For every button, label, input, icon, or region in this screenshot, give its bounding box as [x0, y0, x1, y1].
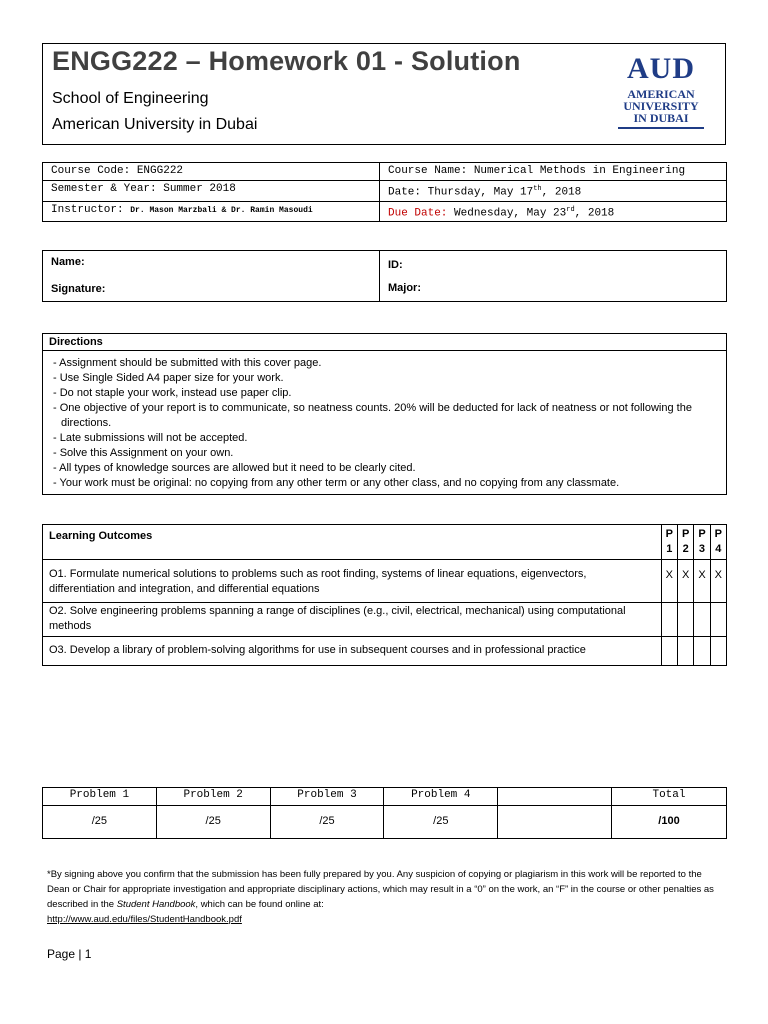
problem-header-2	[677, 525, 693, 560]
course-code: Course Code: ENGG222	[43, 163, 380, 181]
problem-header-n: 4	[715, 543, 722, 555]
outcome-row	[43, 560, 727, 603]
directions-list	[49, 356, 720, 491]
major-label: Major:	[388, 282, 421, 294]
page-title: ENGG222 – Homework 01 - Solution	[52, 46, 521, 76]
header-box	[42, 43, 726, 145]
score-header-total: Total	[612, 788, 727, 806]
date-prefix: Date: Thursday, May 17	[388, 186, 534, 199]
signature-label: Signature:	[51, 283, 106, 295]
outcome-mark: X	[694, 560, 710, 603]
direction-item: - One objective of your report is to communicate, so neatness counts. 20% will be deducted for lack of neatness or not following the directions.	[53, 402, 692, 429]
outcome-mark	[677, 637, 693, 666]
problem-header-1	[661, 525, 677, 560]
outcomes-heading: Learning Outcomes	[43, 525, 662, 560]
score-header: Problem 3	[270, 788, 384, 806]
problem-header-n: 2	[682, 543, 689, 555]
directions-heading: Directions	[43, 334, 727, 351]
outcome-mark	[661, 637, 677, 666]
problem-header-p: P	[698, 528, 706, 540]
instructor-label: Instructor:	[51, 203, 124, 216]
logo-mark: AUD	[627, 52, 695, 85]
logo-line-2: UNIVERSITY	[623, 99, 699, 113]
logo-line-1: AMERICAN	[627, 87, 695, 101]
direction-item: - All types of knowledge sources are allowed but it need to be clearly cited.	[53, 462, 416, 474]
id-major-cell[interactable]	[380, 251, 727, 302]
direction-item: - Late submissions will not be accepted.	[53, 432, 248, 444]
outcome-mark	[677, 603, 693, 637]
due-date-label: Due Date:	[388, 207, 448, 220]
learning-outcomes-table	[42, 524, 727, 666]
score-value[interactable]: /25	[156, 806, 270, 839]
score-header: Problem 2	[156, 788, 270, 806]
footnote-text: *By signing above you confirm that the submission has been fully prepared by you. Any suspicion of copying or plagiarism in this work will be reported to the Dean or Chair for appropriate investigation and appropriate disciplinary actions, which may result in a “0” on the work, an “F” in the course or other penalties as described in the	[47, 869, 714, 910]
semester-year: Semester & Year: Summer 2018	[43, 181, 380, 202]
logo-text	[615, 88, 707, 124]
logo-rule	[618, 127, 704, 129]
outcome-text: O3. Develop a library of problem-solving algorithms for use in subsequent courses and in professional practice	[43, 637, 662, 666]
outcome-text: O1. Formulate numerical solutions to problems such as root finding, systems of linear equations, eigenvectors, differentiation and integration, and differential equations	[43, 560, 662, 603]
footnote-text-end: , which can be found online at:	[195, 899, 324, 910]
direction-item: - Solve this Assignment on your own.	[53, 447, 234, 459]
problem-header-n: 1	[666, 543, 673, 555]
logo-line-3: IN DUBAI	[633, 111, 689, 125]
footnote	[47, 867, 727, 927]
outcome-row	[43, 603, 727, 637]
due-suffix: , 2018	[574, 207, 615, 220]
instructor	[43, 201, 380, 222]
university-name: American University in Dubai	[52, 116, 258, 133]
date-suffix: , 2018	[541, 186, 582, 199]
outcome-text: O2. Solve engineering problems spanning a range of disciplines (e.g., civil, electrical, mechanical) using computational methods	[43, 603, 662, 637]
due-sup: rd	[566, 205, 575, 214]
direction-item: - Assignment should be submitted with this cover page.	[53, 357, 322, 369]
instructor-names: Dr. Mason Marzbali & Dr. Ramin Masoudi	[130, 205, 313, 215]
score-header: Problem 4	[384, 788, 498, 806]
name-label: Name:	[51, 256, 85, 268]
outcome-mark	[694, 637, 710, 666]
direction-item: - Your work must be original: no copying from any other term or any other class, and no copying from any classmate.	[53, 477, 620, 489]
name-signature-cell[interactable]	[43, 251, 380, 302]
score-table	[42, 787, 727, 839]
score-value[interactable]: /25	[270, 806, 384, 839]
aud-logo	[615, 54, 707, 136]
problem-header-n: 3	[698, 543, 706, 555]
score-value[interactable]: /25	[384, 806, 498, 839]
course-name: Course Name: Numerical Methods in Engineering	[380, 163, 727, 181]
problem-header-p: P	[714, 528, 722, 540]
outcome-mark	[694, 603, 710, 637]
outcome-mark: X	[677, 560, 693, 603]
outcome-row	[43, 637, 727, 666]
course-info-table	[42, 162, 727, 222]
problem-header-4	[710, 525, 726, 560]
issue-date	[380, 181, 727, 202]
problem-header-3	[694, 525, 710, 560]
student-info-table	[42, 250, 727, 302]
direction-item: - Do not staple your work, instead use paper clip.	[53, 387, 292, 399]
direction-item: - Use Single Sided A4 paper size for your work.	[53, 372, 284, 384]
outcome-mark	[710, 603, 726, 637]
directions-table	[42, 333, 727, 495]
outcome-mark: X	[661, 560, 677, 603]
score-value[interactable]: /25	[43, 806, 157, 839]
outcome-mark	[710, 637, 726, 666]
handbook-title: Student Handbook	[116, 899, 196, 910]
handbook-link[interactable]: http://www.aud.edu/files/StudentHandbook.pdf	[47, 914, 242, 925]
school-name: School of Engineering	[52, 90, 209, 107]
score-value[interactable]	[498, 806, 612, 839]
score-header: Problem 1	[43, 788, 157, 806]
problem-header-p: P	[665, 528, 673, 540]
id-label: ID:	[388, 259, 403, 271]
directions-body	[43, 351, 727, 495]
outcome-mark	[661, 603, 677, 637]
date-sup: th	[533, 185, 542, 193]
score-header	[498, 788, 612, 806]
outcome-mark: X	[710, 560, 726, 603]
problem-header-p: P	[681, 528, 690, 540]
due-date	[380, 201, 727, 222]
score-total[interactable]: /100	[612, 806, 727, 839]
due-prefix: Wednesday, May 23	[447, 207, 567, 220]
page-number: Page | 1	[47, 947, 92, 961]
